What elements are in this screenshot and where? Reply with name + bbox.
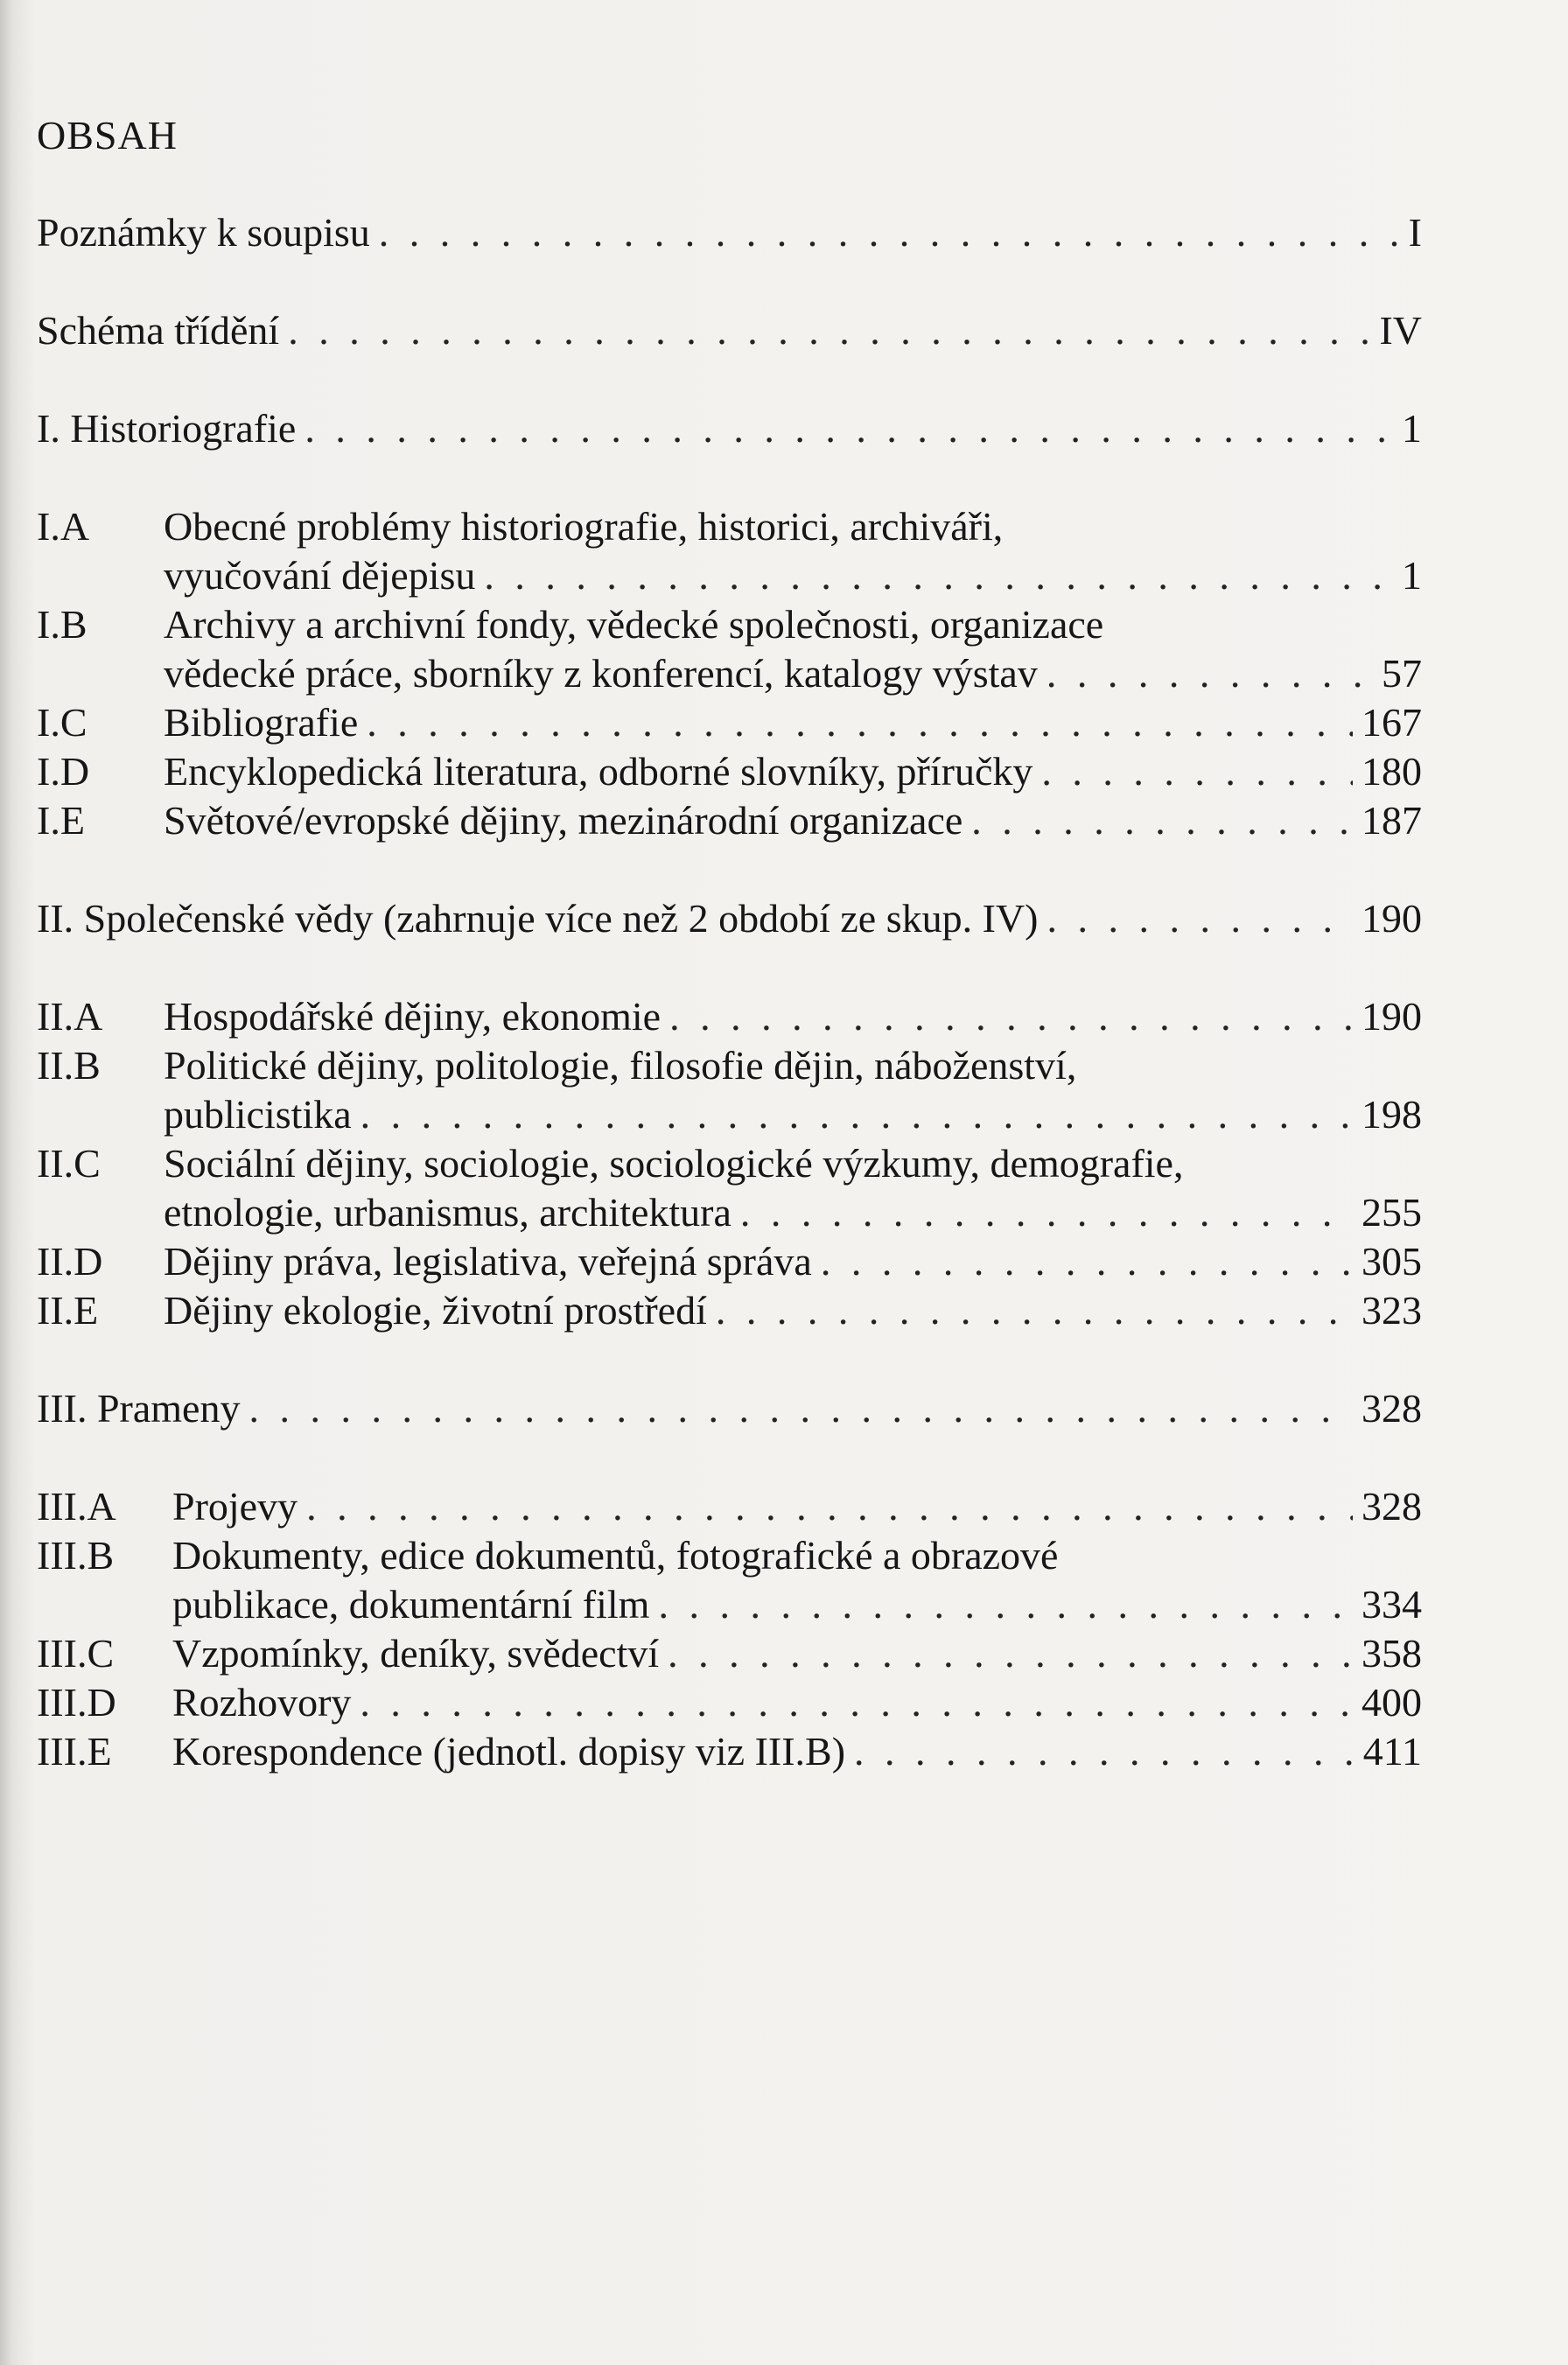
toc-subentry-first-line xyxy=(37,1531,1422,1580)
toc-subentry xyxy=(37,1237,1422,1286)
subentry-code: III.B xyxy=(37,1533,115,1578)
subentry-title-line: Politické dějiny, politologie, filosofie dějin, náboženství, xyxy=(164,1043,1077,1088)
entry-page: 190 xyxy=(1362,896,1422,941)
toc-subentry xyxy=(37,1678,1422,1727)
subentry-page: 57 xyxy=(1382,651,1422,696)
dot-leader xyxy=(854,1727,1354,1776)
toc-entry xyxy=(37,1384,1422,1433)
subentry-title: publicistika xyxy=(164,1092,352,1137)
dot-leader xyxy=(1046,649,1373,698)
subentry-title: Encyklopedická literatura, odborné slovníky, příručky xyxy=(164,749,1033,794)
subentry-page: 180 xyxy=(1362,749,1422,794)
subentry-code: II.C xyxy=(37,1141,101,1186)
toc-subentry-first-line xyxy=(37,1139,1422,1188)
dot-leader xyxy=(821,1237,1353,1286)
subentry-page: 187 xyxy=(1362,798,1422,843)
subentry-page: 334 xyxy=(1362,1582,1422,1627)
subentry-title: Dějiny práva, legislativa, veřejná správa xyxy=(164,1239,812,1284)
subentry-page: 190 xyxy=(1362,994,1422,1039)
subentry-code: II.B xyxy=(37,1043,101,1088)
entry-page: 1 xyxy=(1402,406,1422,451)
subentry-title-line: Archivy a archivní fondy, vědecké společnosti, organizace xyxy=(164,602,1104,647)
subentry-title: Hospodářské dějiny, ekonomie xyxy=(164,994,662,1039)
subentry-page: 305 xyxy=(1362,1239,1422,1284)
subentry-title-line: Dokumenty, edice dokumentů, fotografické a obrazové xyxy=(172,1533,1059,1578)
entry-title: Schéma třídění xyxy=(37,308,280,353)
toc-subentry xyxy=(37,551,1422,600)
subentry-code: II.E xyxy=(37,1288,99,1333)
dot-leader xyxy=(971,796,1353,845)
subentry-title: Vzpomínky, deníky, svědectví xyxy=(172,1631,660,1676)
toc-subentry xyxy=(37,796,1422,845)
dot-leader xyxy=(306,1482,1353,1531)
subentry-title: Bibliografie xyxy=(164,700,359,745)
dot-leader xyxy=(740,1188,1353,1237)
page-title: OBSAH xyxy=(37,113,178,157)
toc-subentry xyxy=(37,992,1422,1041)
entry-page: I xyxy=(1408,210,1422,255)
entry-page: 328 xyxy=(1362,1386,1422,1431)
dot-leader xyxy=(1046,894,1353,943)
dot-leader xyxy=(367,698,1353,747)
toc-subentry-first-line xyxy=(37,600,1422,649)
subentry-page: 255 xyxy=(1362,1190,1422,1235)
subentry-code: I.A xyxy=(37,504,90,549)
entry-title: III. Prameny xyxy=(37,1386,241,1431)
entry-title: II. Společenské vědy (zahrnuje více než 2 období ze skup. IV) xyxy=(37,896,1039,941)
subentry-code: I.B xyxy=(37,602,88,647)
dot-leader xyxy=(658,1580,1353,1629)
toc-subentry-first-line xyxy=(37,502,1422,551)
dot-leader xyxy=(360,1678,1353,1727)
subentry-title: vědecké práce, sborníky z konferencí, katalogy výstav xyxy=(164,651,1038,696)
subentry-title: etnologie, urbanismus, architektura xyxy=(164,1190,732,1235)
subentry-title: vyučování dějepisu xyxy=(164,553,476,598)
dot-leader xyxy=(379,208,1400,257)
subentry-page: 323 xyxy=(1362,1288,1422,1333)
subentry-page: 198 xyxy=(1362,1092,1422,1137)
entry-title: I. Historiografie xyxy=(37,406,297,451)
subentry-code: III.A xyxy=(37,1484,116,1529)
dot-leader xyxy=(304,404,1393,453)
subentry-page: 400 xyxy=(1362,1680,1422,1725)
dot-leader xyxy=(248,1384,1353,1433)
toc-subentry xyxy=(37,1727,1422,1776)
subentry-code: III.C xyxy=(37,1631,115,1676)
subentry-page: 1 xyxy=(1402,553,1422,598)
toc-entry xyxy=(37,404,1422,453)
subentry-code: III.D xyxy=(37,1680,116,1725)
subentry-page: 328 xyxy=(1362,1484,1422,1529)
subentry-code: III.E xyxy=(37,1729,112,1774)
subentry-title: Rozhovory xyxy=(172,1680,352,1725)
subentry-title: Dějiny ekologie, životní prostředí xyxy=(164,1288,707,1333)
subentry-code: I.D xyxy=(37,749,90,794)
dot-leader xyxy=(716,1286,1353,1335)
dot-leader xyxy=(1041,747,1353,796)
dot-leader xyxy=(668,1629,1353,1678)
toc-subentry xyxy=(37,1286,1422,1335)
toc-subentry xyxy=(37,698,1422,747)
subentry-title-line: Sociální dějiny, sociologie, sociologické výzkumy, demografie, xyxy=(164,1141,1184,1186)
entry-title: Poznámky k soupisu xyxy=(37,210,370,255)
subentry-title: Světové/evropské dějiny, mezinárodní organizace xyxy=(164,798,963,843)
subentry-page: 358 xyxy=(1362,1631,1422,1676)
subentry-title-line: Obecné problémy historiografie, historici, archiváři, xyxy=(164,504,1004,549)
subentry-title: publikace, dokumentární film xyxy=(172,1582,650,1627)
entry-page: IV xyxy=(1379,308,1422,353)
subentry-code: I.E xyxy=(37,798,85,843)
toc-subentry xyxy=(37,1090,1422,1139)
subentry-title: Projevy xyxy=(172,1484,298,1529)
toc-subentry xyxy=(37,747,1422,796)
subentry-page: 167 xyxy=(1362,700,1422,745)
subentry-code: I.C xyxy=(37,700,88,745)
toc-subentry xyxy=(37,1580,1422,1629)
dot-leader xyxy=(669,992,1353,1041)
subentry-code: II.A xyxy=(37,994,103,1039)
dot-leader xyxy=(288,306,1370,355)
dot-leader xyxy=(484,551,1393,600)
toc-subentry xyxy=(37,1629,1422,1678)
dot-leader xyxy=(360,1090,1353,1139)
subentry-title: Korespondence (jednotl. dopisy viz III.B) xyxy=(172,1729,846,1774)
toc-entry xyxy=(37,208,1422,257)
toc-subentry xyxy=(37,1482,1422,1531)
subentry-page: 411 xyxy=(1362,1729,1422,1774)
toc-subentry-first-line xyxy=(37,1041,1422,1090)
toc-entry xyxy=(37,306,1422,355)
toc-entry xyxy=(37,894,1422,943)
subentry-code: II.D xyxy=(37,1239,103,1284)
toc-subentry xyxy=(37,1188,1422,1237)
toc-subentry xyxy=(37,649,1422,698)
